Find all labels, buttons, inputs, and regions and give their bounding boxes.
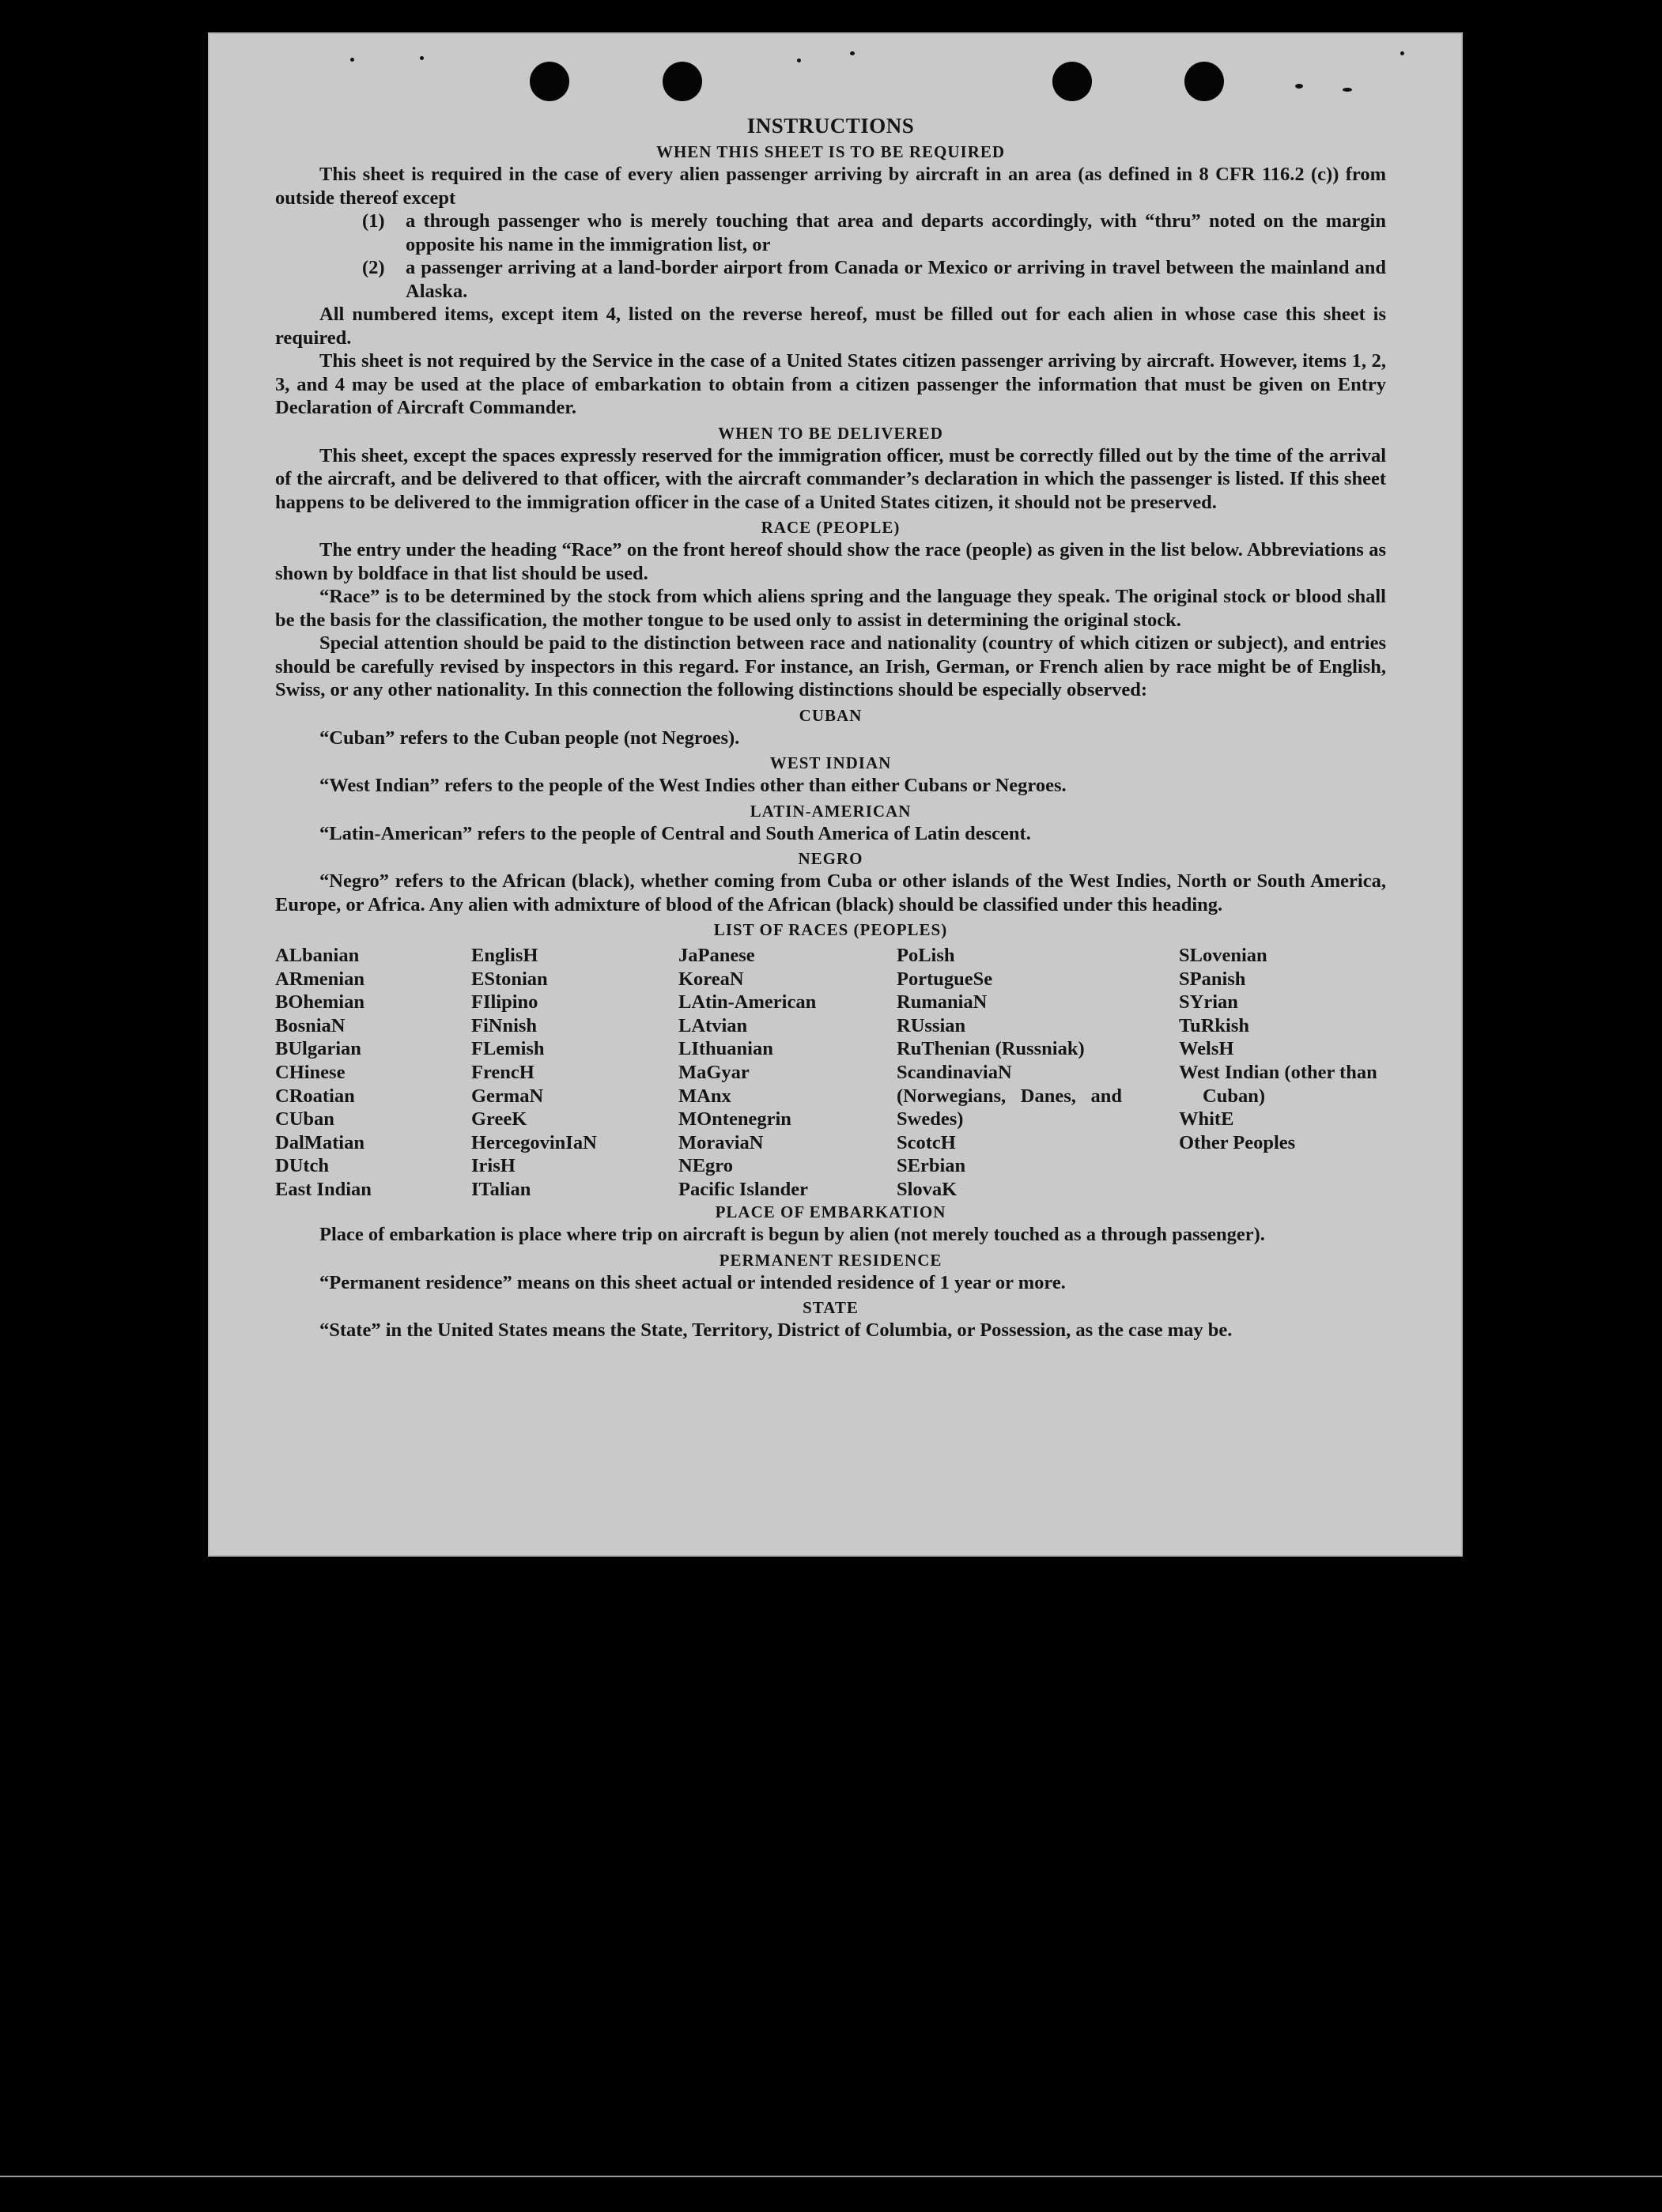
race-entry: FiNnish <box>471 1014 538 1036</box>
race-entry: ITalian <box>471 1178 531 1200</box>
race-column <box>1179 944 1386 1154</box>
required-para-3: This sheet is not required by the Service in the case of a United States citizen passenger arriving by aircraft. However, items 1, 2, 3, and 4 may be used at the place of embarkation to obtain from a citizen passenger the information that must be given on Entry Declaration of Aircraft Commander. <box>275 350 1386 418</box>
race-entry: JaPanese <box>678 945 755 966</box>
delivered-para: This sheet, except the spaces expressly reserved for the immigration officer, must be correctly filled out by the time of the arrival of the aircraft, and be delivered to that officer, with the aircraft commander’s declaration in which the passenger is listed. If this sheet happens to be delivered to the immigration officer in the case of a United States citizen, it should not be preserved. <box>275 444 1386 513</box>
required-intro: This sheet is required in the case of every alien passenger arriving by aircraft in an area (as defined in 8 CFR 116.2 (c)) from outside thereof except <box>275 164 1386 209</box>
residence-para: “Permanent residence” means on this sheet actual or intended residence of 1 year or more. <box>319 1271 1066 1293</box>
race-entry: SYrian <box>1179 991 1238 1014</box>
scan-artifact-line <box>0 2176 1662 2177</box>
race-entry: BOhemian <box>275 991 365 1014</box>
race-entry: KoreaN <box>678 968 744 990</box>
race-entry: SLovenian <box>1179 945 1267 966</box>
cuban-para: “Cuban” refers to the Cuban people (not Negroes). <box>319 727 740 749</box>
race-entry: HercegovinIaN <box>471 1131 597 1153</box>
race-entry: NEgro <box>678 1155 733 1177</box>
section-heading-embarkation: PLACE OF EMBARKATION <box>715 1202 946 1221</box>
scan-speck <box>850 51 855 55</box>
race-entry: CRoatian <box>275 1085 355 1107</box>
section-heading-latin-american: LATIN-AMERICAN <box>750 801 912 821</box>
punch-hole <box>663 62 702 101</box>
exception-item-1 <box>275 209 1386 256</box>
race-entry: Pacific Islander <box>678 1178 808 1200</box>
section-heading-cuban: CUBAN <box>799 705 863 725</box>
race-entry: CHinese <box>275 1061 346 1083</box>
race-entry: LAtin-American <box>678 991 817 1014</box>
race-entry: SPanish <box>1179 968 1246 990</box>
race-para-1: The entry under the heading “Race” on the front hereof should show the race (people) as given in the list below. Abbreviations as shown by boldface in that list should be used. <box>275 539 1386 584</box>
race-entry: BUlgarian <box>275 1038 361 1060</box>
instructions-content <box>275 113 1386 1342</box>
race-entry: EnglisH <box>471 945 538 966</box>
race-entry: ScotcH <box>897 1131 956 1153</box>
scan-speck <box>420 56 424 60</box>
race-entry: WhitE <box>1179 1108 1234 1131</box>
race-entry: SErbian <box>897 1155 966 1177</box>
punch-hole <box>530 62 569 101</box>
race-entry: RuThenian (Russniak) <box>897 1038 1085 1060</box>
section-heading-west-indian: WEST INDIAN <box>769 753 892 772</box>
race-entry: PoLish <box>897 945 955 966</box>
race-entry: RUssian <box>897 1014 966 1036</box>
exception-list <box>275 209 1386 303</box>
race-entry: TuRkish <box>1179 1014 1250 1036</box>
embarkation-para: Place of embarkation is place where trip on aircraft is begun by alien (not merely touched as a through passenger). <box>319 1224 1265 1245</box>
race-entry: ScandinaviaN (Norwegians, Danes, and Swedes) <box>897 1061 1122 1131</box>
section-heading-race-list: LIST OF RACES (PEOPLES) <box>713 920 948 939</box>
race-entry: MOntenegrin <box>678 1108 791 1131</box>
race-entry: GermaN <box>471 1085 544 1107</box>
race-entry: FLemish <box>471 1038 545 1060</box>
section-heading-state: STATE <box>803 1298 859 1317</box>
item-text: a passenger arriving at a land-border airport from Canada or Mexico or arriving in travel between the mainland and Alaska. <box>406 257 1386 302</box>
race-entry: FrencH <box>471 1061 534 1083</box>
item-number: (1) <box>362 210 385 232</box>
punch-hole <box>1052 62 1092 101</box>
race-entry: East Indian <box>275 1178 372 1200</box>
race-entry: MoraviaN <box>678 1131 764 1153</box>
race-para-2: “Race” is to be determined by the stock from which aliens spring and the language they speak. The original stock or blood shall be the basis for the classification, the mother tongue to be used only to assist in determining the original stock. <box>275 586 1386 631</box>
race-entry: ALbanian <box>275 945 360 966</box>
scan-speck <box>797 59 801 62</box>
race-entry: ARmenian <box>275 968 365 990</box>
race-column <box>678 944 816 1202</box>
page-title: INSTRUCTIONS <box>746 114 915 138</box>
race-entry: MAnx <box>678 1085 731 1107</box>
race-entry: RumaniaN <box>897 991 988 1014</box>
race-entry: GreeK <box>471 1108 527 1131</box>
scan-speck <box>350 58 354 62</box>
document-sheet <box>208 32 1463 1557</box>
scan-speck <box>1343 88 1352 92</box>
race-entry: DUtch <box>275 1155 330 1177</box>
race-entry: EStonian <box>471 968 548 990</box>
race-entry: LIthuanian <box>678 1038 773 1060</box>
race-entry: CUban <box>275 1108 334 1131</box>
item-text: a through passenger who is merely touching that area and departs accordingly, with “thru” noted on the margin opposite his name in the immigration list, or <box>406 210 1386 255</box>
section-heading-delivered: WHEN TO BE DELIVERED <box>718 423 943 443</box>
race-para-3: Special attention should be paid to the distinction between race and nationality (country of which citizen or subject), and entries should be carefully revised by inspectors in this regard. For instance, an Irish, German, or French alien by race might be of English, Swiss, or any other nationality. In this connection the following distinctions should be especially observed: <box>275 632 1386 700</box>
punch-hole <box>1184 62 1224 101</box>
race-entry: DalMatian <box>275 1131 365 1153</box>
latin-american-para: “Latin-American” refers to the people of Central and South America of Latin descent. <box>319 822 1031 844</box>
race-entry: Other Peoples <box>1179 1131 1296 1153</box>
race-entry: SlovaK <box>897 1178 958 1200</box>
negro-para: “Negro” refers to the African (black), whether coming from Cuba or other islands of the West Indies, North or South America, Europe, or Africa. Any alien with admixture of blood of the African (black) should be classified under this heading. <box>275 870 1386 915</box>
required-para-2: All numbered items, except item 4, listed on the reverse hereof, must be filled out for each alien in whose case this sheet is required. <box>275 304 1386 349</box>
race-entry: LAtvian <box>678 1014 748 1036</box>
race-entry: WelsH <box>1179 1038 1234 1060</box>
race-list <box>275 944 1386 1198</box>
section-heading-required: WHEN THIS SHEET IS TO BE REQUIRED <box>655 142 1006 161</box>
west-indian-para: “West Indian” refers to the people of the West Indies other than either Cubans or Negroes. <box>319 775 1067 796</box>
scan-speck <box>1295 84 1303 89</box>
state-para: “State” in the United States means the State, Territory, District of Columbia, or Possession, as the case may be. <box>319 1319 1233 1341</box>
section-heading-residence: PERMANENT RESIDENCE <box>719 1250 942 1270</box>
race-entry: PortugueSe <box>897 968 993 990</box>
race-column <box>897 944 1122 1202</box>
race-entry: West Indian (other than Cuban) <box>1179 1061 1377 1107</box>
race-column <box>471 944 597 1202</box>
race-entry: IrisH <box>471 1155 516 1177</box>
scan-speck <box>1400 51 1404 55</box>
section-heading-race: RACE (PEOPLE) <box>761 518 901 537</box>
race-entry: BosniaN <box>275 1014 346 1036</box>
section-heading-negro: NEGRO <box>798 849 863 868</box>
race-column <box>275 944 372 1202</box>
exception-item-2 <box>275 256 1386 303</box>
item-number: (2) <box>362 257 385 278</box>
race-entry: MaGyar <box>678 1061 750 1083</box>
race-entry: FIlipino <box>471 991 538 1014</box>
